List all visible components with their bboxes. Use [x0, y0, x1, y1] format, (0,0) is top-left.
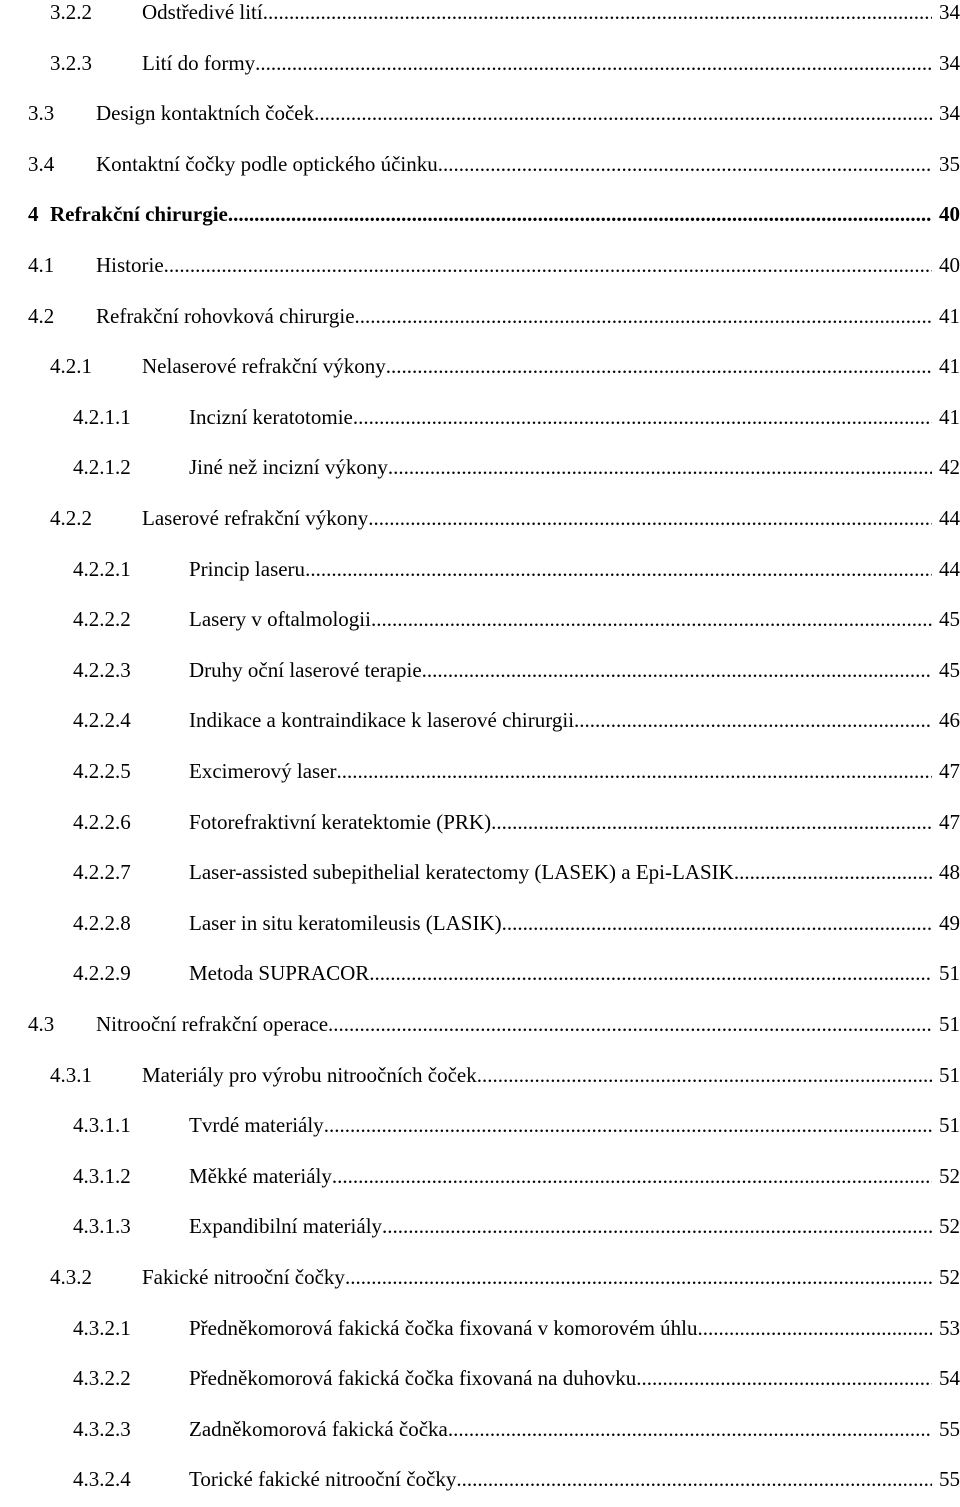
dot-leader	[574, 708, 932, 732]
toc-entry-number: 4.2.2.5	[73, 759, 131, 783]
toc-entry-title-line	[142, 1265, 932, 1289]
toc-entry-number: 4.3.1.2	[73, 1163, 131, 1188]
toc-entry-number: 3.2.2	[50, 0, 92, 24]
toc-entry-page: 45	[939, 607, 960, 632]
toc-entry-title-line	[142, 51, 932, 75]
toc-entry[interactable]	[0, 810, 960, 850]
toc-entry-title-line	[189, 607, 932, 631]
toc-entry-title: Laser in situ keratomileusis (LASIK)	[189, 910, 502, 935]
toc-entry-page: 52	[939, 1214, 960, 1239]
toc-entry[interactable]	[0, 1265, 960, 1305]
toc-entry-number: 4.2.1.2	[73, 455, 131, 480]
toc-entry-title: Kontaktní čočky podle optického účinku	[96, 151, 438, 176]
toc-entry-number: 4.3.2.4	[73, 1467, 131, 1492]
toc-entry-title: Laserové refrakční výkony	[142, 506, 369, 530]
toc-entry-number: 4.3.1.3	[73, 1214, 131, 1239]
toc-entry[interactable]	[0, 1164, 960, 1204]
toc-entry-page: 51	[939, 1062, 960, 1087]
dot-leader	[355, 304, 932, 328]
toc-entry-title-line	[189, 405, 932, 429]
toc-entry[interactable]	[0, 1366, 960, 1406]
toc-entry[interactable]	[0, 506, 960, 546]
toc-entry-title-line	[50, 202, 932, 226]
toc-entry-title: Předněkomorová fakická čočka fixovaná na duhovku	[189, 1366, 637, 1391]
toc-entry-title-line	[189, 1316, 932, 1340]
toc-entry-title-line	[189, 557, 932, 581]
toc-entry-title-line	[189, 1417, 932, 1441]
toc-entry[interactable]	[0, 658, 960, 698]
toc-entry[interactable]	[0, 405, 960, 445]
dot-leader	[228, 202, 932, 226]
dot-leader	[422, 658, 932, 682]
dot-leader	[371, 607, 932, 631]
toc-entry-page: 34	[939, 101, 960, 126]
toc-entry-title: Lití do formy	[142, 50, 256, 75]
toc-entry-page: 41	[939, 354, 960, 379]
toc-entry-number: 4.2.2.7	[73, 860, 131, 885]
toc-entry-title: Předněkomorová fakická čočka fixovaná v komorovém úhlu	[189, 1315, 698, 1340]
toc-entry-page: 40	[939, 253, 960, 277]
toc-entry-title-line	[189, 961, 932, 985]
toc-entry-page: 49	[939, 910, 960, 935]
toc-entry[interactable]	[0, 51, 960, 91]
toc-entry-title: Materiály pro výrobu nitroočních čoček	[142, 1062, 477, 1087]
dot-leader	[369, 961, 932, 985]
toc-entry[interactable]	[0, 202, 960, 242]
toc-entry-title-line	[189, 1366, 932, 1390]
toc-entry-number: 4.2.2.2	[73, 607, 131, 632]
toc-entry-page: 47	[939, 809, 960, 834]
toc-entry-number: 4.3.1	[50, 1062, 92, 1087]
toc-entry[interactable]	[0, 911, 960, 951]
toc-entry-title: Fakické nitrooční čočky	[142, 1265, 345, 1289]
dot-leader	[456, 1467, 932, 1491]
toc-entry-title-line	[142, 354, 932, 378]
toc-entry-title: Expandibilní materiály	[189, 1214, 383, 1239]
toc-entry-number: 4.2.1.1	[73, 404, 131, 429]
toc-entry[interactable]	[0, 0, 960, 40]
toc-entry-number: 4.3.2.1	[73, 1315, 131, 1340]
dot-leader	[386, 354, 932, 378]
toc-entry-title: Zadněkomorová fakická čočka	[189, 1416, 448, 1441]
toc-entry-page: 35	[939, 151, 960, 176]
toc-entry-title-line	[96, 304, 932, 328]
toc-entry[interactable]	[0, 455, 960, 495]
toc-entry[interactable]	[0, 354, 960, 394]
toc-entry-title-line	[142, 506, 932, 530]
toc-entry-page: 40	[939, 202, 960, 227]
toc-entry-number: 4.3	[28, 1012, 55, 1036]
toc-entry-number: 4.2.1	[50, 354, 92, 379]
toc-entry-title-line	[96, 152, 932, 176]
dot-leader	[305, 557, 932, 581]
toc-entry-number: 4.2.2.3	[73, 657, 131, 682]
toc-entry-title-line	[189, 1164, 932, 1188]
toc-entry-page: 41	[939, 303, 960, 328]
dot-leader	[368, 506, 932, 530]
toc-entry-title: Indikace a kontraindikace k laserové chirurgii	[189, 708, 575, 733]
toc-entry-number: 4.2.2.9	[73, 961, 131, 986]
toc-entry-title: Laser-assisted subepithelial keratectomy (LASEK) a Epi-LASIK	[189, 860, 734, 885]
toc-entry[interactable]	[0, 759, 960, 799]
toc-entry-number: 4.2.2.6	[73, 809, 131, 834]
toc-entry-title: Princip laseru	[189, 556, 306, 581]
dot-leader	[345, 1265, 932, 1289]
toc-entry-title: Druhy oční laserové terapie	[189, 657, 422, 682]
dot-leader	[448, 1417, 932, 1441]
toc-entry[interactable]	[0, 961, 960, 1001]
toc-entry[interactable]	[0, 152, 960, 192]
dot-leader	[382, 1214, 932, 1238]
toc-entry-title: Torické fakické nitrooční čočky	[189, 1467, 457, 1492]
dot-leader	[255, 51, 932, 75]
toc-entry-number: 4.2.2	[50, 506, 92, 530]
toc-entry[interactable]	[0, 607, 960, 647]
toc-entry-page: 52	[939, 1265, 960, 1289]
toc-entry-title: Tvrdé materiály	[189, 1113, 324, 1138]
dot-leader	[314, 101, 932, 125]
toc-entry-page: 44	[939, 506, 960, 530]
toc-entry-number: 4.2	[28, 303, 55, 328]
toc-entry-title: Refrakční rohovková chirurgie	[96, 303, 355, 328]
toc-entry[interactable]	[0, 1214, 960, 1254]
toc-entry-title: Nitrooční refrakční operace	[96, 1012, 329, 1036]
toc-entry[interactable]	[0, 101, 960, 141]
toc-entry[interactable]	[0, 1012, 960, 1052]
toc-entry[interactable]	[0, 557, 960, 597]
toc-entry-title-line	[189, 455, 932, 479]
toc-entry-title: Lasery v oftalmologii	[189, 607, 371, 632]
toc-entry-page: 51	[939, 1012, 960, 1036]
dot-leader	[353, 405, 932, 429]
toc-entry[interactable]	[0, 708, 960, 748]
toc-entry-number: 4.2.2.4	[73, 708, 131, 733]
dot-leader	[734, 860, 932, 884]
toc-entry-page: 51	[939, 961, 960, 986]
dot-leader	[388, 455, 932, 479]
toc-entry-title-line	[189, 1113, 932, 1137]
toc-entry-page: 55	[939, 1467, 960, 1492]
toc-entry-title-line	[189, 658, 932, 682]
toc-entry-title: Měkké materiály	[189, 1163, 332, 1188]
toc-entry-page: 42	[939, 455, 960, 480]
toc-entry-page: 53	[939, 1315, 960, 1340]
toc-entry-title: Design kontaktních čoček	[96, 101, 315, 126]
toc-entry-page: 47	[939, 759, 960, 783]
dot-leader	[502, 911, 932, 935]
toc-entry-title: Jiné než incizní výkony	[189, 455, 388, 480]
toc-entry-title-line	[189, 1467, 932, 1491]
dot-leader	[328, 1012, 932, 1036]
dot-leader	[477, 1063, 932, 1087]
toc-entry-number: 4.3.2	[50, 1265, 92, 1289]
toc-entry-title: Refrakční chirurgie	[50, 202, 228, 227]
dot-leader	[438, 152, 932, 176]
dot-leader	[324, 1113, 932, 1137]
toc-entry[interactable]	[0, 304, 960, 344]
toc-entry-number: 4.3.2.3	[73, 1416, 131, 1441]
toc-entry-page: 54	[939, 1366, 960, 1391]
dot-leader	[164, 253, 932, 277]
toc-entry-number: 4.3.2.2	[73, 1366, 131, 1391]
toc-entry-number: 4.2.2.1	[73, 556, 131, 581]
dot-leader	[636, 1366, 932, 1390]
toc-entry[interactable]	[0, 253, 960, 293]
toc-entry-page: 45	[939, 657, 960, 682]
toc-entry-number: 4	[28, 202, 39, 227]
toc-entry[interactable]	[0, 1063, 960, 1103]
toc-entry-title: Historie	[96, 253, 164, 277]
toc-entry-title: Fotorefraktivní keratektomie (PRK)	[189, 809, 492, 834]
toc-entry-page: 41	[939, 404, 960, 429]
toc-entry-page: 34	[939, 0, 960, 24]
toc-entry-title-line	[189, 810, 932, 834]
toc-entry-title: Incizní keratotomie	[189, 404, 353, 429]
toc-entry-page: 46	[939, 708, 960, 733]
toc-entry-title-line	[142, 0, 932, 24]
toc-entry-title: Odstředivé lití	[142, 0, 263, 24]
toc-entry-title-line	[189, 860, 932, 884]
dot-leader	[332, 1164, 932, 1188]
toc-entry-title: Metoda SUPRACOR	[189, 961, 370, 986]
dot-leader	[263, 0, 932, 24]
toc-entry-page: 34	[939, 50, 960, 75]
toc-entry[interactable]	[0, 1417, 960, 1457]
toc-entry-page: 51	[939, 1113, 960, 1138]
dot-leader	[491, 810, 932, 834]
toc-entry-number: 3.4	[28, 151, 55, 176]
toc-entry-page: 44	[939, 556, 960, 581]
toc-entry-title-line	[96, 1012, 932, 1036]
toc-entry-title-line	[96, 101, 932, 125]
toc-entry[interactable]	[0, 1467, 960, 1507]
toc-entry-title-line	[96, 253, 932, 277]
dot-leader	[337, 759, 932, 783]
toc-entry-number: 4.2.2.8	[73, 910, 131, 935]
toc-entry[interactable]	[0, 1316, 960, 1356]
toc-entry-title-line	[189, 911, 932, 935]
toc-entry-page: 48	[939, 860, 960, 885]
toc-entry-title-line	[189, 708, 932, 732]
toc-entry[interactable]	[0, 1113, 960, 1153]
toc-entry-title: Nelaserové refrakční výkony	[142, 354, 386, 379]
toc-entry-title: Excimerový laser	[189, 759, 337, 783]
toc-entry-title-line	[142, 1063, 932, 1087]
toc-entry-page: 52	[939, 1163, 960, 1188]
toc-entry[interactable]	[0, 860, 960, 900]
toc-entry-number: 3.3	[28, 101, 55, 126]
toc-entry-number: 4.3.1.1	[73, 1113, 131, 1138]
toc-entry-title-line	[189, 1214, 932, 1238]
toc-entry-number: 3.2.3	[50, 50, 92, 75]
toc-entry-title-line	[189, 759, 932, 783]
toc-entry-page: 55	[939, 1416, 960, 1441]
dot-leader	[698, 1316, 932, 1340]
toc-entry-number: 4.1	[28, 253, 55, 277]
